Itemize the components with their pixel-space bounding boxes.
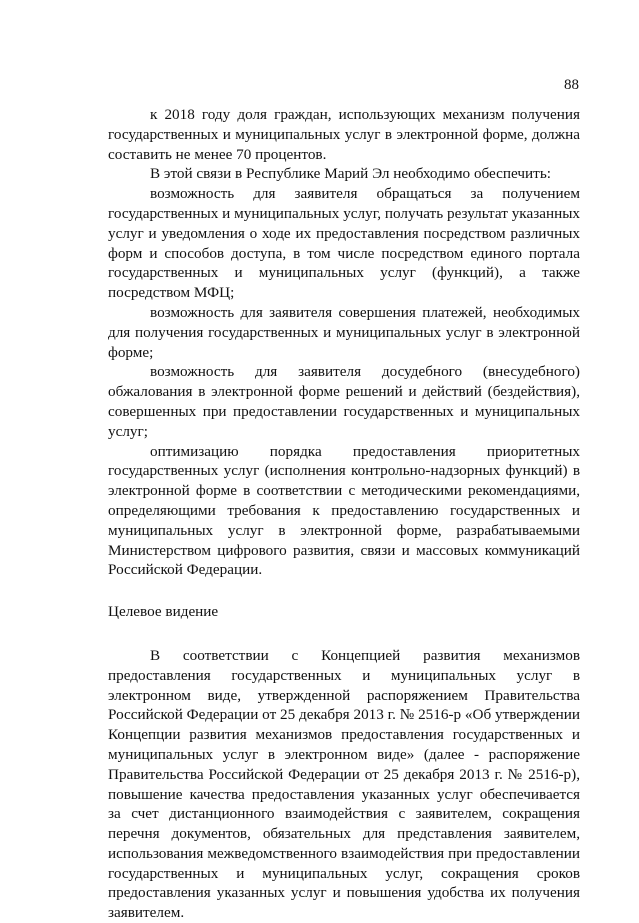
paragraph-mari-el-intro: В этой связи в Республике Марий Эл необходимо обеспечить: [150,165,551,183]
page-number: 88 [564,77,579,93]
paragraph-payments: возможность для заявителя совершения платежей, необходимых для получения государственных и муниципальных услуг в электронной форме; [108,303,580,361]
section-heading: Целевое видение [108,603,219,621]
paragraph-targets-2018: к 2018 году доля граждан, использующих механизм получения государственных и муниципальных услуг в электронной форме, должна составить не менее 70 процентов. [108,106,580,163]
paragraph-access-services: возможность для заявителя обращаться за получением государственных и муниципальных услуг, получать результат указанных услуг и уведомления о ходе их предоставления посредством различных форм и способов доступа, в том числе посредством единого портала государственных и муниципальных услуг (функций), а также посредством МФЦ; [108,185,580,302]
paragraph-appeals: возможность для заявителя досудебного (внесудебного) обжалования в электронной форме решений и действий (бездействия), совершенных при предоставлении государственных и муниципальных услуг; [108,363,580,440]
paragraph-optimization: оптимизацию порядка предоставления приоритетных государственных услуг (исполнения контрольно-надзорных функций) в электронной форме в соответствии с методическими рекомендациями, определяющими требования к предоставлению государственных и муниципальных услуг в электронной форме, разрабатываемыми Министерством цифрового развития, связи и массовых коммуникаций Российской Федерации. [108,442,580,579]
document-body [108,105,580,923]
paragraph-concept: В соответствии с Концепцией развития механизмов предоставления государственных и муниципальных услуг в электронном виде, утвержденной распоряжением Правительства Российской Федерации от 25 декабря 2013 г. № 2516-р «Об утверждении Концепции развития механизмов предоставления государственных и муниципальных услуг в электронном виде» (далее - распоряжение Правительства Российской Федерации от 25 декабря 2013 г. № 2516-р), повышение качества предоставления указанных услуг обеспечивается за счет дистанционного взаимодействия с заявителем, сокращения перечня документов, обязательных для представления заявителем, использования межведомственного взаимодействия при предоставлении государственных и муниципальных услуг, сокращения сроков предоставления указанных услуг и повышения удобства их получения заявителем. [108,646,580,922]
